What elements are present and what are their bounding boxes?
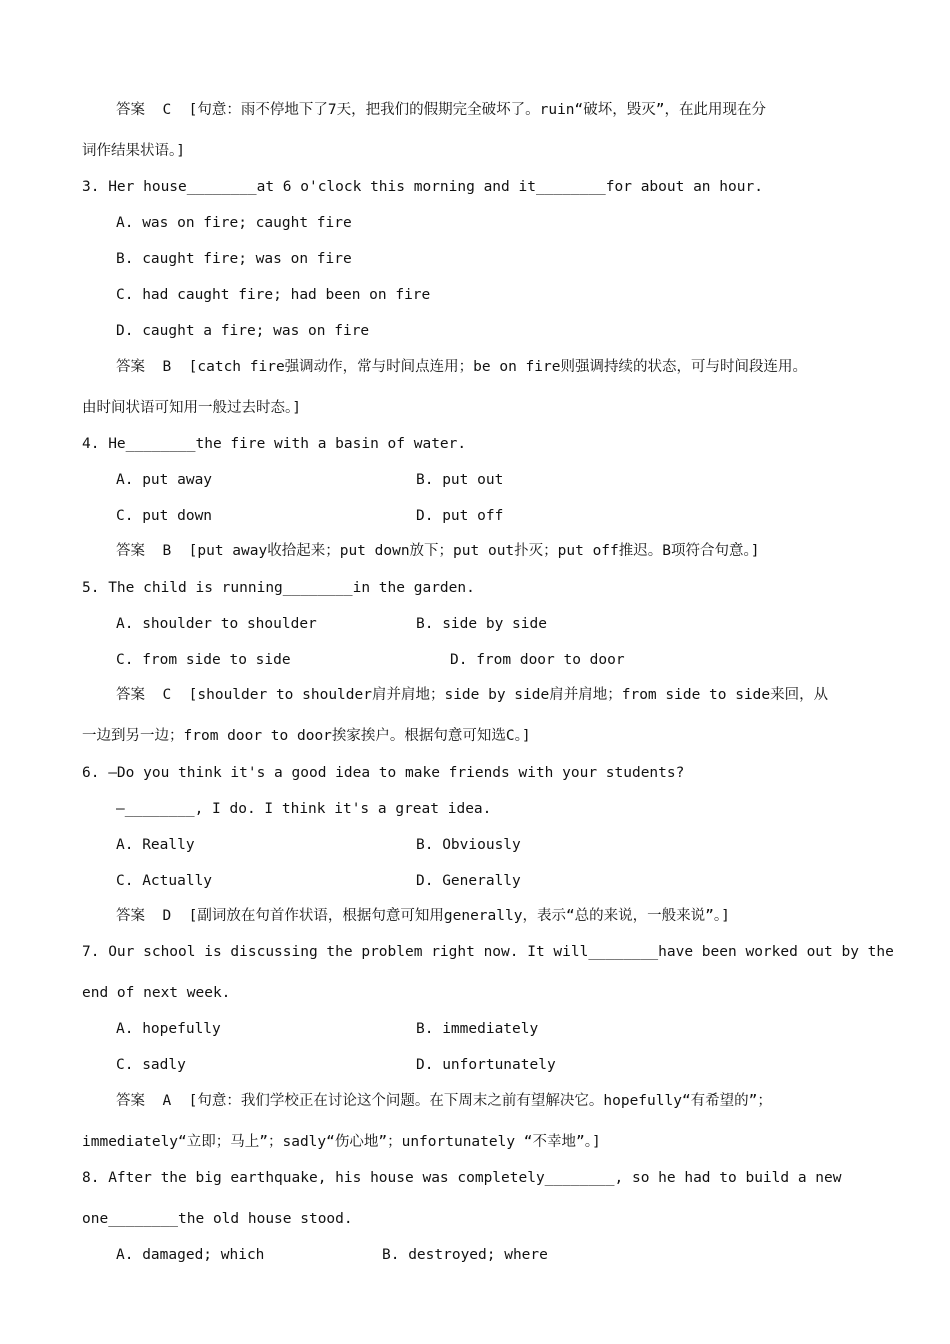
q7-option-c: C. sadly [116,1057,186,1073]
q8-option-b: B. destroyed; where [382,1247,548,1263]
q2-answer-line1: 答案 C [句意：雨不停地下了7天，把我们的假期完全破坏了。ruin“破坏，毁灭”，在此用现在分 [116,102,766,118]
q5-option-c: C. from side to side [116,652,291,668]
q6-option-a: A. Really [116,837,195,853]
q7-stem-line2: end of next week. [82,985,231,1001]
q3-option-b: B. caught fire; was on fire [116,251,352,267]
q7-option-a: A. hopefully [116,1021,221,1037]
q4-answer: 答案 B [put away收拾起来；put down放下；put out扑灭；put off推迟。B项符合句意。] [116,543,760,559]
q4-stem: 4. He________the fire with a basin of water. [82,436,467,452]
q5-stem: 5. The child is running________in the garden. [82,580,475,596]
q6-option-b: B. Obviously [416,837,521,853]
q3-option-a: A. was on fire; caught fire [116,215,352,231]
q5-answer-line2: 一边到另一边；from door to door挨家挨户。根据句意可知选C。] [82,728,531,744]
q5-option-b: B. side by side [416,616,547,632]
q3-answer-line2: 由时间状语可知用一般过去时态。] [82,400,301,416]
q2-answer-line2: 词作结果状语。] [82,143,185,159]
q7-stem-line1: 7. Our school is discussing the problem right now. It will________have been worked out by the [82,944,894,960]
q6-stem: 6. —Do you think it's a good idea to make friends with your students? [82,765,685,781]
q7-option-d: D. unfortunately [416,1057,556,1073]
q3-stem: 3. Her house________at 6 o'clock this morning and it________for about an hour. [82,179,763,195]
q4-option-d: D. put off [416,508,504,524]
q6-answer: 答案 D [副词放在句首作状语，根据句意可知用generally，表示“总的来说，一般来说”。] [116,908,730,924]
q4-option-c: C. put down [116,508,213,524]
q7-option-b: B. immediately [416,1021,539,1037]
q4-option-a: A. put away [116,472,213,488]
q4-option-b: B. put out [416,472,504,488]
q5-option-d: D. from door to door [450,652,625,668]
q5-option-a: A. shoulder to shoulder [116,616,317,632]
q6-reply: —________, I do. I think it's a great idea. [116,801,492,817]
q3-option-d: D. caught a fire; was on fire [116,323,370,339]
q8-option-a: A. damaged; which [116,1247,265,1263]
q6-option-c: C. Actually [116,873,213,889]
q7-answer-line2: immediately“立即；马上”；sadly“伤心地”；unfortunately “不幸地”。] [82,1134,601,1150]
q3-answer-line1: 答案 B [catch fire强调动作，常与时间点连用；be on fire则强调持续的状态，可与时间段连用。 [116,359,807,375]
q5-answer-line1: 答案 C [shoulder to shoulder肩并肩地；side by side肩并肩地；from side to side来回，从 [116,687,829,703]
q8-stem-line2: one________the old house stood. [82,1211,353,1227]
q8-stem-line1: 8. After the big earthquake, his house was completely________, so he had to build a new [82,1170,842,1186]
q7-answer-line1: 答案 A [句意：我们学校正在讨论这个问题。在下周末之前有望解决它。hopefully“有希望的”； [116,1093,772,1109]
q6-option-d: D. Generally [416,873,521,889]
q3-option-c: C. had caught fire; had been on fire [116,287,431,303]
